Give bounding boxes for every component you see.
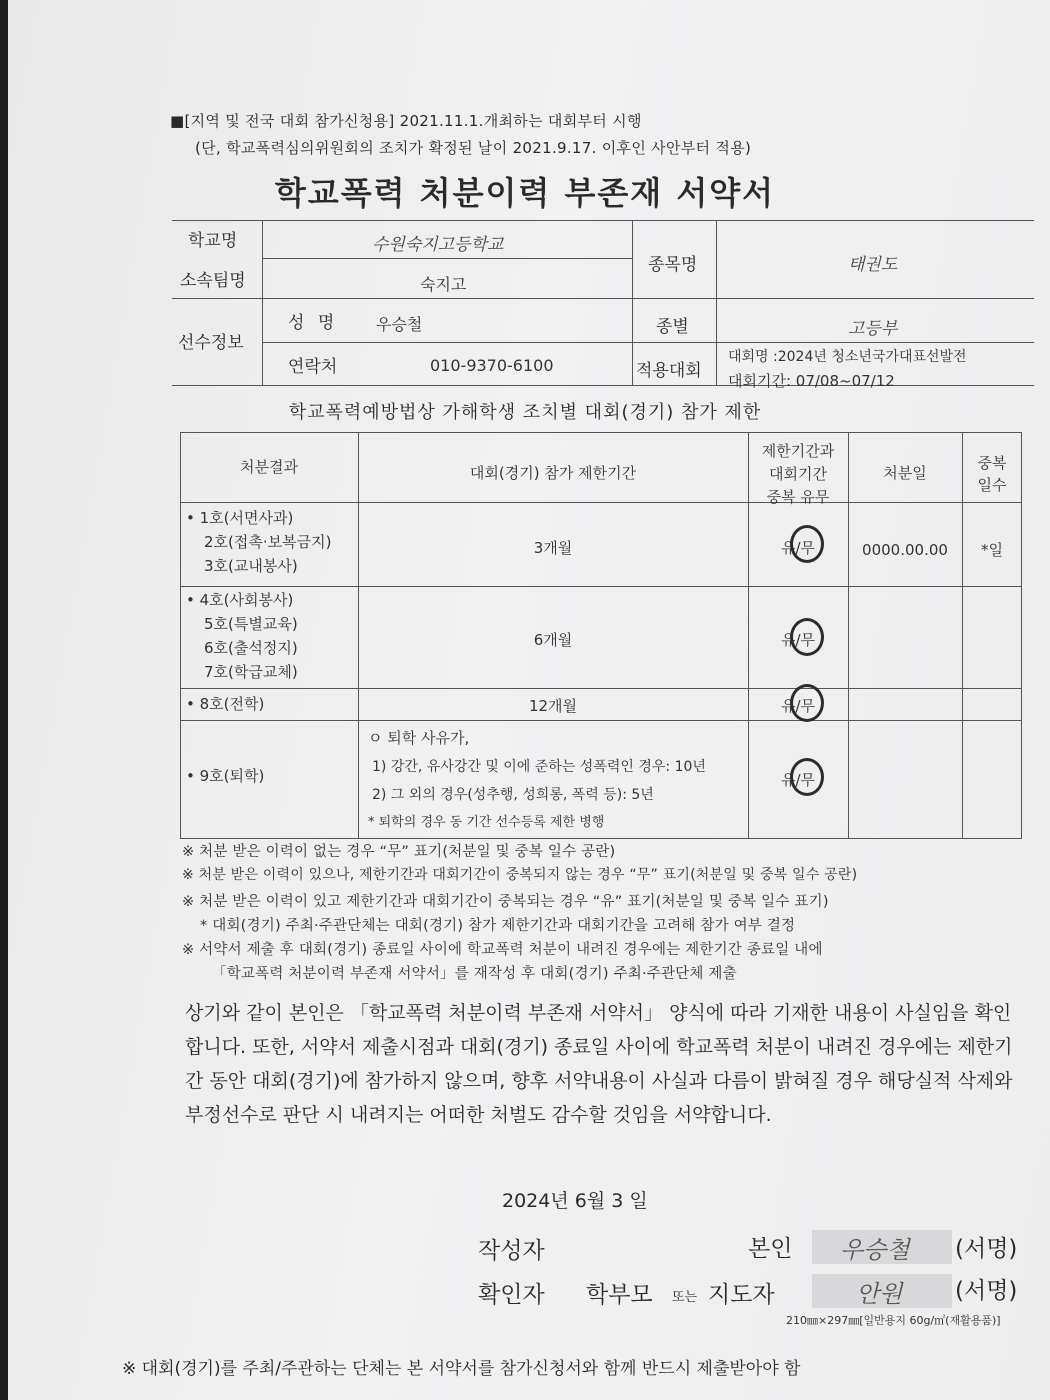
info-line <box>716 220 717 385</box>
parent-label: 학부모 <box>586 1282 653 1308</box>
table-border-bottom <box>180 838 1022 839</box>
row2-overlap: 유/무 <box>780 631 816 649</box>
table-line <box>180 586 1022 587</box>
division-label: 종별 <box>656 317 689 337</box>
header-line-2: (단, 학교폭력심의위원회의 조치가 확정된 날이 2021.9.17. 이후인 사안부터 적용) <box>195 139 752 157</box>
name-value: 우승철 <box>376 315 423 334</box>
row1-item-1: • 1호(서면사과) <box>186 509 294 527</box>
document-title: 학교폭력 처분이력 부존재 서약서 <box>274 174 776 212</box>
row3-circle-mark <box>790 684 824 722</box>
row2-period: 6개월 <box>533 631 573 649</box>
table-line <box>180 502 1022 503</box>
header-overlap-3: 중복 유무 <box>766 488 830 506</box>
row4-period-line-1: ㅇ 퇴학 사유가, <box>368 729 470 747</box>
info-line <box>262 258 632 259</box>
row4-overlap: 유/무 <box>780 771 816 789</box>
row4-period-line-4: * 퇴학의 경우 동 기간 선수등록 제한 병행 <box>368 815 605 830</box>
info-line <box>172 298 1034 299</box>
header-period: 대회(경기) 참가 제한기간 <box>469 464 637 482</box>
table-line <box>180 720 1022 721</box>
row1-period: 3개월 <box>533 539 573 557</box>
paper-spec: 210㎜×297㎜[일반용지 60g/㎡(재활용품)] <box>786 1314 1001 1327</box>
contact-value: 010-9370-6100 <box>430 356 554 375</box>
competition-name: 대회명 :2024년 청소년국가대표선발전 <box>728 349 967 365</box>
school-label: 학교명 <box>188 231 238 251</box>
or-label: 또는 <box>672 1290 698 1305</box>
note-6: 「학교폭력 처분이력 부존재 서약서」를 재작성 후 대회(경기) 주최·주관단체 제출 <box>212 966 737 982</box>
table-border-top <box>180 432 1022 433</box>
row2-item-4: 7호(학급교체) <box>204 663 298 681</box>
info-line <box>262 342 634 343</box>
competition-period: 대회기간: 07/08~07/12 <box>728 372 895 390</box>
row4-circle-mark <box>790 758 824 796</box>
coach-label: 지도자 <box>708 1282 775 1308</box>
footer-note: ※ 대회(경기)를 주최/주관하는 단체는 본 서약서를 참가신청서와 함께 반드시 제출받아야 함 <box>122 1359 801 1379</box>
table-line <box>848 432 849 838</box>
self-sign-mark: (서명) <box>955 1236 1018 1262</box>
pledge-text: 상기와 같이 본인은 「학교폭력 처분이력 부존재 서약서」 양식에 따라 기재한 내용이 사실임을 확인합니다. 또한, 서약서 제출시점과 대회(경기) 종료일 사이에 학교폭력 처분이 내려진 경우에는 제한기간 동안 대회(경기)에 참가하지 않으며, 향후 서약내용이 사실과 다름이 밝혀질 경우 해당실적 삭제와 부정선수로 판단 시 내려지는 어떠한 처벌도 감수할 것임을 서약합니다. <box>185 1002 1013 1126</box>
info-border-bottom <box>172 385 1034 386</box>
row3-overlap: 유/무 <box>780 697 816 715</box>
note-1: ※ 처분 받은 이력이 없는 경우 “무” 표기(처분일 및 중복 일수 공란) <box>182 844 616 860</box>
coach-sign-mark: (서명) <box>955 1278 1018 1304</box>
header-days-1: 중복 <box>977 454 1007 472</box>
event-value: 태권도 <box>848 255 898 275</box>
pledge-date: 2024년 6월 3 일 <box>502 1190 648 1212</box>
self-label: 본인 <box>748 1236 793 1262</box>
header-date: 처분일 <box>883 464 927 482</box>
writer-label: 작성자 <box>478 1238 545 1264</box>
row3-item-1: • 8호(전학) <box>186 695 265 713</box>
school-value: 수원숙지고등학교 <box>372 235 504 255</box>
info-line <box>262 220 263 385</box>
table-line <box>180 432 181 838</box>
header-result: 처분결과 <box>240 458 298 476</box>
note-3: ※ 처분 받은 이력이 있고 제한기간과 대회기간이 중복되는 경우 “유” 표기(처분일 및 중복 일수 표기) <box>182 894 829 910</box>
note-2: ※ 처분 받은 이력이 있으나, 제한기간과 대회기간이 중복되지 않는 경우 “무” 표기(처분일 및 중복 일수 공란) <box>182 867 858 883</box>
name-label: 성 명 <box>288 313 339 333</box>
header-days-2: 일수 <box>977 476 1007 494</box>
row1-date: 0000.00.00 <box>862 541 948 559</box>
row2-item-3: 6호(출석정지) <box>204 639 298 657</box>
row4-period-line-2: 1) 강간, 유사강간 및 이에 준하는 성폭력인 경우: 10년 <box>372 759 706 775</box>
division-value: 고등부 <box>848 319 898 339</box>
row3-period: 12개월 <box>528 697 578 715</box>
row2-item-1: • 4호(사회봉사) <box>186 591 294 609</box>
row2-item-2: 5호(특별교육) <box>204 615 298 633</box>
event-label: 종목명 <box>648 255 698 275</box>
coach-signature: 안원 <box>856 1280 903 1308</box>
row1-item-3: 3호(교내봉사) <box>204 557 298 575</box>
info-line <box>634 342 1034 343</box>
applied-competition-label: 적용대회 <box>636 361 702 381</box>
header-overlap-2: 대회기간 <box>769 465 827 483</box>
team-label: 소속팀명 <box>180 271 246 291</box>
team-value: 숙지고 <box>420 275 467 294</box>
self-signature: 우승철 <box>840 1236 910 1264</box>
confirmer-label: 확인자 <box>478 1282 545 1308</box>
info-line <box>632 220 633 385</box>
note-4: * 대회(경기) 주최·주관단체는 대회(경기) 참가 제한기간과 대회기간을 고려해 참가 여부 결정 <box>200 918 796 934</box>
row1-circle-mark <box>790 525 824 563</box>
info-border-top <box>172 220 1034 221</box>
header-overlap-1: 제한기간과 <box>761 442 835 460</box>
row1-overlap: 유/무 <box>780 539 816 557</box>
row1-days: *일 <box>981 541 1003 559</box>
note-5: ※ 서약서 제출 후 대회(경기) 종료일 사이에 학교폭력 처분이 내려진 경우에는 제한기간 종료일 내에 <box>182 942 823 958</box>
row2-circle-mark <box>790 618 824 656</box>
contact-label: 연락처 <box>288 357 338 377</box>
player-info-label: 선수정보 <box>178 333 244 353</box>
table-line <box>180 688 1022 689</box>
header-line-1: ■[지역 및 전국 대회 참가신청용] 2021.11.1.개최하는 대회부터 시행 <box>170 112 642 130</box>
row4-period-line-3: 2) 그 외의 경우(성추행, 성희롱, 폭력 등): 5년 <box>372 787 654 803</box>
restriction-subtitle: 학교폭력예방법상 가해학생 조치별 대회(경기) 참가 제한 <box>288 402 762 423</box>
row1-item-2: 2호(접촉·보복금지) <box>204 533 332 551</box>
row4-item-1: • 9호(퇴학) <box>186 767 265 785</box>
